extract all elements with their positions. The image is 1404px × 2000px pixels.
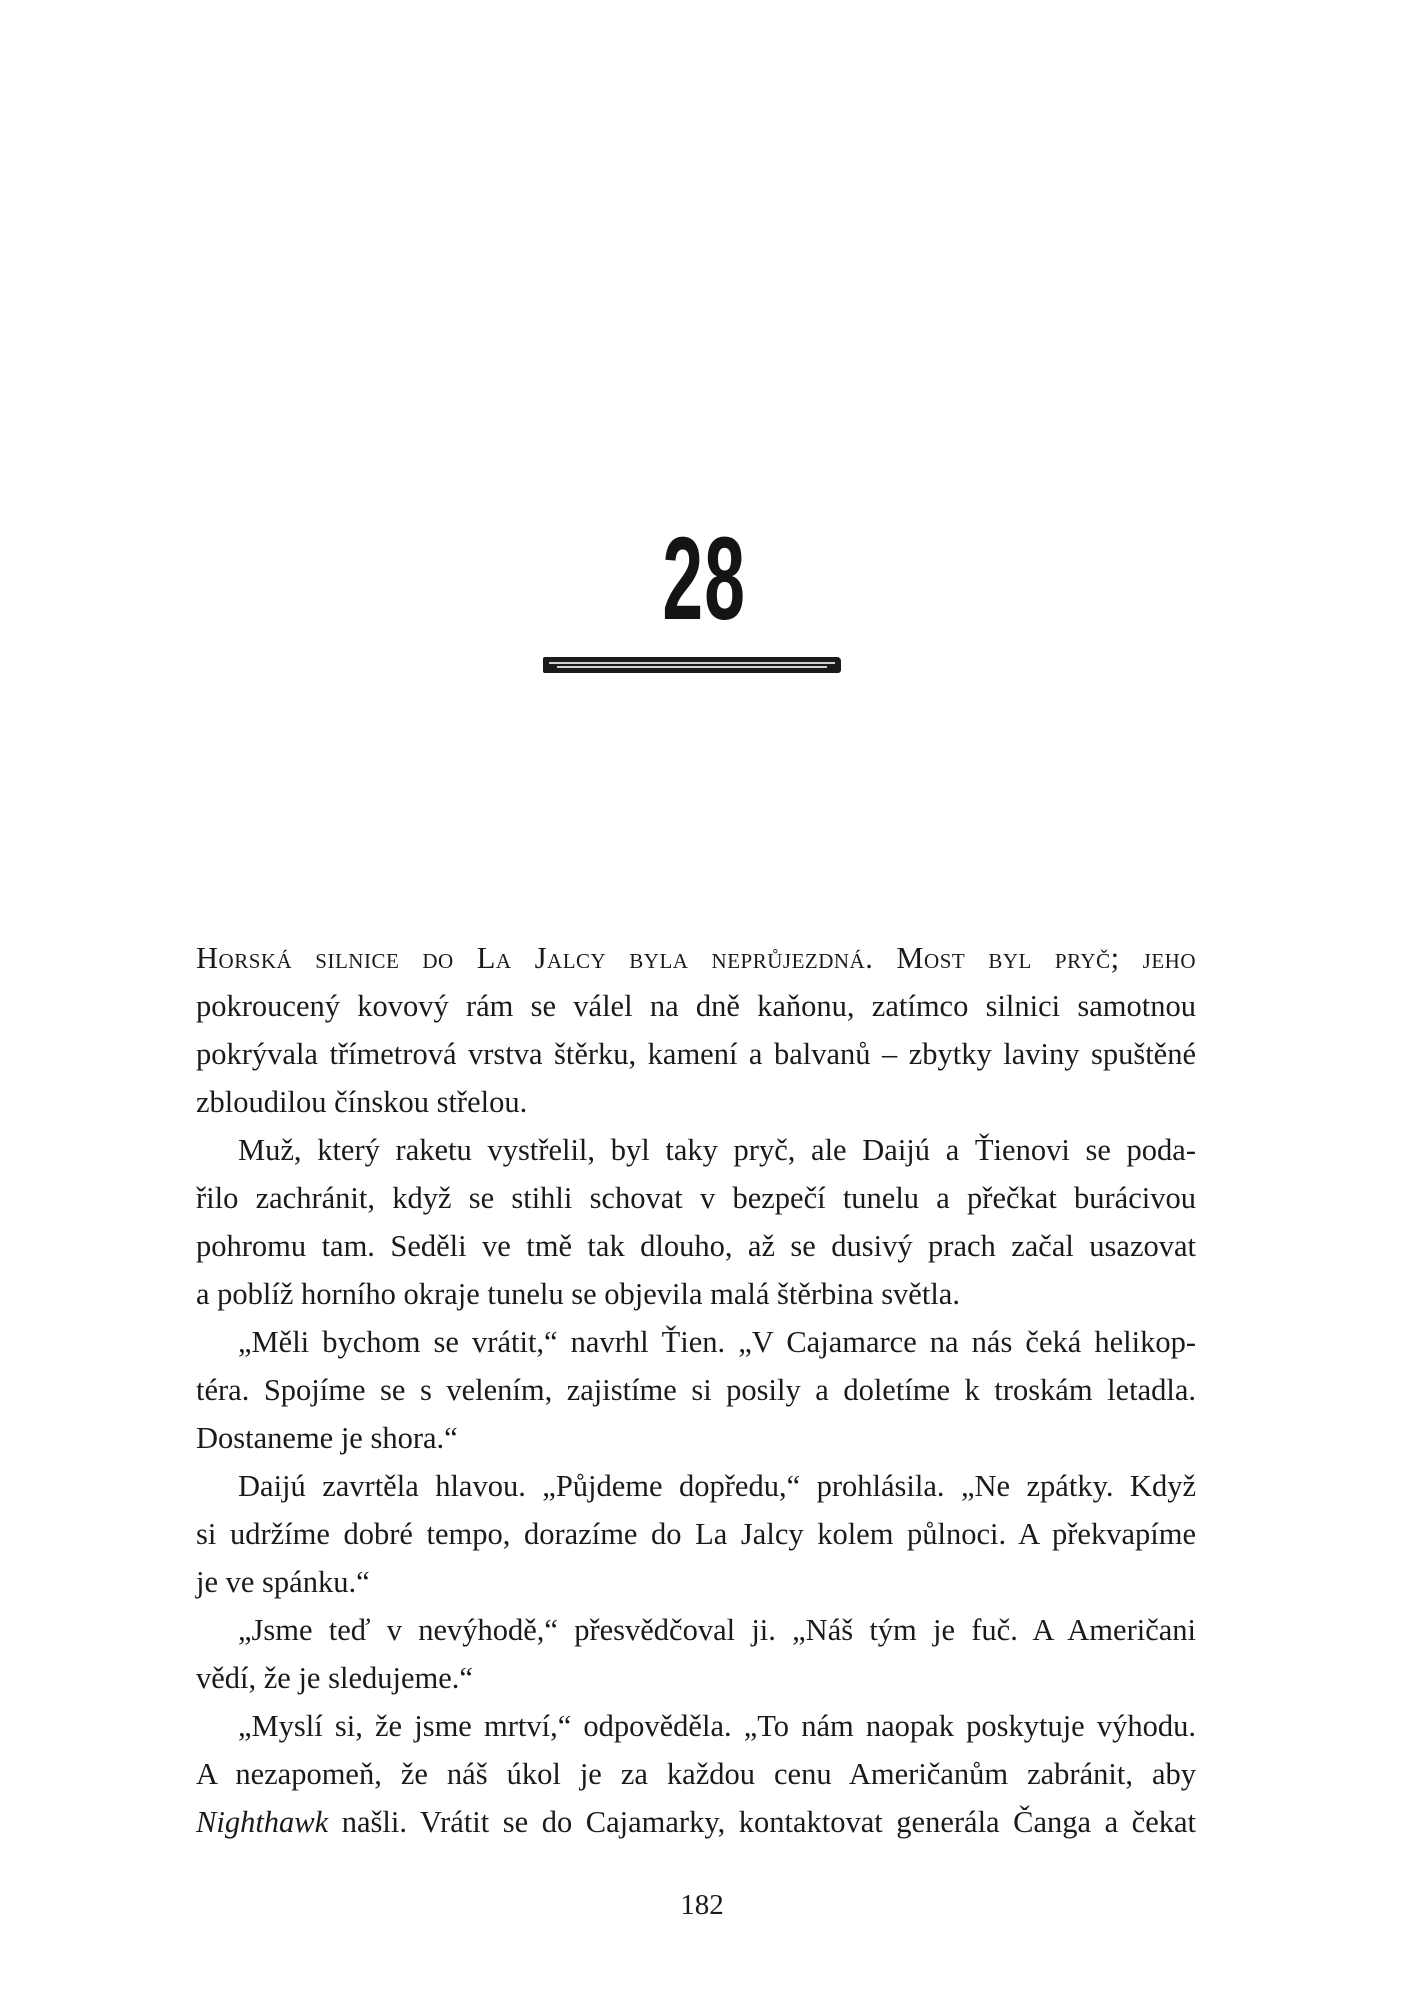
text-line: zbloudilou čínskou střelou. (196, 1085, 528, 1119)
text-line: pokroucený kovový rám se válel na dně kaňonu, zatímco silnici samotnou (196, 989, 1196, 1023)
paragraph (196, 1702, 1196, 1846)
text-line: Daijú zavrtěla hlavou. „Půjdeme dopředu,“ prohlásila. „Ne zpátky. Když (238, 1469, 1196, 1503)
text-line: pokrývala třímetrová vrstva štěrku, kamení a balvanů – zbytky laviny spuštěné (196, 1037, 1196, 1071)
text-line: Muž, který raketu vystřelil, byl taky pryč, ale Daijú a Ťienovi se poda- (238, 1133, 1196, 1167)
text-line: a poblíž horního okraje tunelu se objevila malá štěrbina světla. (196, 1277, 960, 1311)
chapter-rule-streak (557, 666, 827, 668)
opening-line (196, 934, 1196, 982)
text-line: „Myslí si, že jsme mrtví,“ odpověděla. „To nám naopak poskytuje výhodu. (238, 1709, 1196, 1743)
page-number: 182 (680, 1889, 724, 1921)
text-line-rest: našli. Vrátit se do Cajamarky, kontaktovat generála Čanga a čekat (328, 1805, 1196, 1839)
paragraph (196, 1126, 1196, 1318)
text-line: je ve spánku.“ (196, 1565, 370, 1599)
text-line: téra. Spojíme se s velením, zajistíme si posily a doletíme k troskám letadla. (196, 1373, 1196, 1407)
text-line: A nezapomeň, že náš úkol je za každou cenu Američanům zabránit, aby (196, 1757, 1196, 1791)
opening-smallcaps: Horská silnice do La Jalcy byla neprůjezdná. Most byl pryč; jeho (196, 941, 1196, 975)
text-line: pohromu tam. Seděli ve tmě tak dlouho, až se dusivý prach začal usazovat (196, 1229, 1196, 1263)
text-line: vědí, že je sledujeme.“ (196, 1661, 473, 1695)
paragraph (196, 1318, 1196, 1462)
body-text (196, 934, 1196, 1846)
ship-name: Nighthawk (196, 1805, 329, 1839)
chapter-number: 28 (662, 513, 747, 645)
paragraph (196, 982, 1196, 1126)
text-line: „Jsme teď v nevýhodě,“ přesvědčoval ji. „Náš tým je fuč. A Američani (238, 1613, 1196, 1647)
text-line: „Měli bychom se vrátit,“ navrhl Ťien. „V Cajamarce na nás čeká helikop- (238, 1325, 1196, 1359)
text-line: řilo zachránit, když se stihli schovat v bezpečí tunelu a přečkat burácivou (196, 1181, 1196, 1215)
paragraph (196, 1606, 1196, 1702)
text-line (196, 1798, 1196, 1846)
text-line: si udržíme dobré tempo, dorazíme do La Jalcy kolem půlnoci. A překvapíme (196, 1517, 1196, 1551)
paragraph (196, 1462, 1196, 1606)
chapter-rule (543, 657, 841, 673)
text-line: Dostaneme je shora.“ (196, 1421, 458, 1455)
chapter-rule-streak (549, 662, 835, 664)
chapter-rule-bar (543, 657, 841, 673)
